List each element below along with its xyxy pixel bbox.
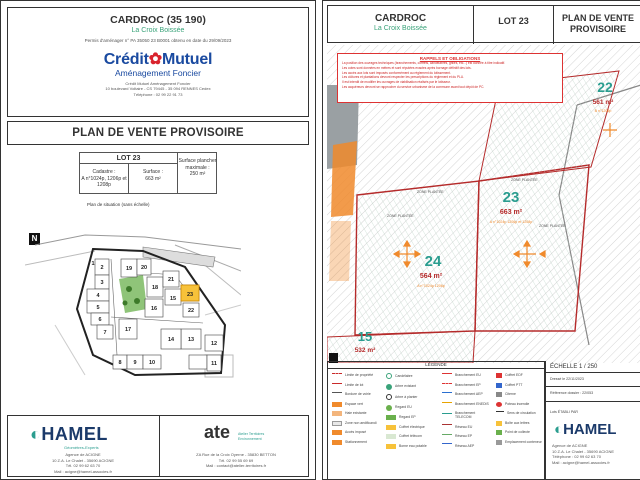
permit-line: Permis d'aménager n° PA 35050 23 B0001 obtenu en date du 29/09/2023: [84, 38, 232, 43]
situation-plan: [25, 205, 241, 391]
ate-subtitle: Atelier Territoires Environnement: [238, 432, 265, 441]
hamel-logo-text: HAMEL: [41, 424, 108, 444]
legend-col-2: [386, 373, 438, 453]
zone-label: ZONE PLANTÉE: [417, 190, 444, 194]
cm-subtitle: Aménagement Foncier: [115, 67, 201, 78]
cm-brand-a: Crédit: [103, 50, 149, 68]
right-hamel-phone: Téléphone : 02 99 62 63 70: [552, 454, 601, 460]
left-footer: [7, 415, 309, 477]
legend-title: LÉGENDE: [327, 361, 545, 369]
sit-lot-label: 5: [96, 305, 100, 311]
credit-mutuel-logo: [8, 49, 308, 78]
sit-lot-label: 10: [148, 360, 156, 366]
north-arrow-icon: N: [29, 233, 40, 245]
ate-phone: Tél. 02 99 55 69 69: [218, 457, 254, 463]
legend-item: Boîte aux lettres: [505, 420, 530, 425]
sit-lot-label: 8: [118, 360, 122, 366]
lot-area-24: 564 m²: [419, 273, 443, 280]
company-address: 10 boulevard Voltaire - CS 79445 - 35 094 RENNES Cedex: [105, 86, 211, 92]
floor-value: 250 m²: [189, 171, 206, 177]
notice-line: Les accès aux lots sont imposés conformément au règlement du lotissement.: [342, 70, 451, 75]
sit-lot-label: 6: [98, 317, 102, 323]
legend-item: Citerne: [505, 392, 516, 397]
legend-item: Réseau AEP: [455, 443, 475, 448]
sit-lot-label: 16: [150, 306, 158, 312]
legend-item: Coffret télécom: [399, 434, 422, 439]
hamel-mark-icon: ◐: [30, 424, 42, 444]
surface-value: 663 m²: [145, 175, 161, 182]
hamel-contact: [28, 452, 138, 474]
lot-area-15: 532 m²: [354, 347, 376, 354]
legend-item: Branchement TELECOM: [455, 411, 476, 420]
ate-logo: [204, 422, 230, 443]
notice-box: [337, 53, 563, 103]
legend: [327, 369, 545, 480]
legend-item: Regard EU: [395, 405, 412, 410]
right-hamel-contact: [552, 443, 638, 465]
legend-item: Zone non aedificandi: [345, 420, 377, 425]
sit-lot-label: 12: [210, 341, 218, 347]
scale-label: ÉCHELLE 1 / 250: [546, 361, 640, 373]
zone-label: ZONE PLANTÉE: [387, 214, 414, 218]
legend-item: Espace vert: [345, 401, 363, 406]
right-lot-title: LOT 23: [474, 6, 554, 44]
right-commune: CARDROC: [374, 13, 427, 24]
hamel-subtitle: Géomètres-Experts: [64, 445, 99, 450]
sit-lot-label: 23: [186, 292, 194, 298]
right-hamel-address: 10 Z.A. Le Chalet - 35690 ACIGNE: [552, 448, 615, 454]
legend-col-1: [332, 373, 382, 449]
lot-title: LOT 23: [80, 153, 178, 164]
company-info: [8, 81, 308, 98]
legend-item: Regard EP: [399, 415, 416, 420]
sit-lot-label: 7: [103, 330, 107, 336]
sit-lot-label: 1: [91, 261, 95, 267]
ate-address: ZA Rue de la Croix Oyerne - 35830 BETTON: [196, 452, 276, 457]
right-title-cell: [328, 6, 474, 44]
company-name: Crédit Mutuel Aménagement Foncier: [125, 80, 191, 86]
zone-label: ZONE PLANTÉE: [511, 178, 538, 182]
notice-title: RAPPELS ET OBLIGATIONS: [419, 56, 481, 61]
legend-item: Limite de lot: [345, 382, 364, 387]
legend-item: Candélabre: [395, 373, 413, 378]
cm-mark-icon: ✿: [148, 50, 162, 68]
legend-item: Branchement EU: [455, 373, 481, 378]
legend-item: Emplacement conteneur: [505, 439, 542, 444]
right-plan-title-line1: PLAN DE VENTE: [561, 13, 634, 23]
hamel-mail: Mail : acigne@hamel-associes.fr: [54, 468, 112, 474]
legend-item: Haie existante: [345, 411, 367, 416]
commune-title: CARDROC (35 190): [110, 14, 206, 26]
sit-lot-label: 18: [151, 285, 159, 291]
sit-lot-label: 3: [100, 280, 104, 286]
lot-number-15: 15: [357, 329, 373, 344]
legend-item: Bordure de voirie: [345, 392, 371, 397]
legend-item: Réseau EU: [455, 424, 473, 429]
lot-number-22: 22: [597, 79, 613, 95]
sit-lot-label: 15: [169, 296, 177, 302]
lot-sub-22: B n°1208p: [594, 109, 612, 113]
legend-item: Sens de circulation: [507, 411, 536, 416]
legend-item: Poteau incendie: [505, 401, 530, 406]
footer-divider: [159, 416, 160, 476]
company-phone: Téléphone : 02 99 22 91 73: [133, 92, 183, 98]
lot-area-23: 663 m²: [499, 209, 523, 216]
cadastre-value: A n°1024p, 1206p et 1208p: [81, 175, 127, 188]
right-plan-title: [554, 6, 640, 44]
right-sheet: [322, 0, 640, 480]
right-lieu-dit: La Croix Boissée: [374, 25, 427, 32]
legend-col-3: [442, 373, 492, 453]
left-header: [7, 7, 309, 117]
right-hamel-mark-icon: ◐: [554, 421, 564, 438]
sit-lot-label: 2: [100, 265, 104, 271]
legend-item: Coffret PTT: [505, 382, 523, 387]
prepared-label: Lots ÉTABLI PAR: [550, 409, 579, 414]
surface-label: Surface :: [142, 169, 163, 175]
legend-item: Arbre à planter: [395, 394, 418, 399]
lieu-dit: La Croix Boissée: [131, 27, 185, 34]
lot-number-24: 24: [424, 253, 442, 270]
legend-item: Coffret EDF: [505, 373, 523, 378]
cadastre-cell: [80, 164, 129, 194]
lot-summary-table: [79, 152, 217, 194]
scale-block: [545, 361, 640, 480]
notice-line: Les cotes sont données en mètres et sont réputées exactes après bornage définitif des lots.: [342, 65, 472, 70]
hamel-logo: [30, 424, 108, 445]
sit-lot-label: 17: [124, 327, 132, 333]
cadastre-label: Cadastre :: [92, 169, 116, 175]
lot-sub-24: A n°1024p 1206p: [417, 284, 445, 288]
sit-lot-label: 14: [167, 337, 175, 343]
legend-item: Point de collecte: [505, 430, 530, 435]
lot-number-23: 23: [502, 189, 520, 206]
sit-lot-label: 9: [133, 360, 137, 366]
sit-lot-label: 20: [140, 265, 148, 271]
hamel-agency: Agence de ACIGNE: [65, 452, 101, 457]
ref-label: Référence dossier : 22/053: [546, 387, 640, 401]
legend-item: Réseau EP: [455, 434, 473, 439]
situation-label: Plan de situation (sans échelle): [87, 202, 150, 207]
legend-item: Coffret électrique: [399, 424, 425, 429]
plan-title: PLAN DE VENTE PROVISOIRE: [7, 121, 309, 145]
legend-item: Limite de propriété: [345, 373, 374, 378]
ate-logo-text: ate: [204, 422, 231, 442]
right-hamel-logo: [554, 421, 616, 438]
notice-line: Les acquéreurs devront se rapprocher du service urbanisme de la commune avant tout dépôt de PC.: [342, 84, 485, 89]
cm-brand-b: Mutuel: [161, 50, 213, 68]
legend-item: Branchement ENEDIS: [455, 401, 489, 406]
floor-area-cell: [178, 153, 217, 194]
ate-mail: Mail : contact@atelier-territoires.fr: [205, 463, 267, 469]
sit-lot-label: 13: [187, 337, 195, 343]
legend-col-4: [496, 373, 544, 449]
hamel-phone: Tél. 02 99 62 63 70: [65, 463, 101, 469]
legend-item: Accès imposé: [345, 430, 367, 435]
sit-lot-label: 4: [96, 293, 100, 299]
right-header: [327, 5, 640, 43]
floor-label: Surface plancher maximale :: [178, 158, 217, 171]
surface-cell: [129, 164, 178, 194]
legend-item: Borne eau potable: [399, 443, 427, 448]
hamel-address: 10 Z.A. Le Chalet - 35690 ACIGNE: [51, 457, 115, 463]
left-sheet: [0, 0, 316, 480]
right-hamel-mail: Mail : acigne@hamel-associes.fr: [552, 459, 610, 465]
sit-lot-label: 11: [211, 361, 217, 367]
lot-sub-23: A n°1024p 1206p et 1208p: [489, 220, 533, 224]
right-hamel-logo-text: HAMEL: [563, 421, 617, 438]
sit-lot-label: 22: [187, 308, 195, 314]
date-label: Dressé le 22/11/2023: [546, 373, 640, 387]
notice-line: La position des ouvrages techniques (branchements, coffrets, candélabres, grilles, etc...) est donnée à titre indicatif.: [342, 61, 506, 65]
sit-lot-label: 19: [125, 266, 133, 272]
notice-line: Il est interdit de modifier les ouvrages de viabilisation réalisés par le lotisseur.: [342, 80, 451, 85]
right-plan-title-line2: PROVISOIRE: [569, 24, 626, 34]
notice-line: Les clôtures et plantations devront respecter les prescriptions du règlement et du PLU.: [342, 75, 465, 80]
legend-item: Stationnement: [345, 439, 367, 444]
legend-item: Arbre existant: [395, 384, 416, 389]
sit-lot-label: 21: [167, 277, 175, 283]
ate-contact: [176, 452, 296, 469]
zone-label: ZONE PLANTÉE: [539, 224, 566, 228]
right-hamel-agency: Agence de ACIGNE: [552, 443, 588, 448]
legend-item: Branchement EP: [455, 382, 481, 387]
lot-area-22: 561 m²: [592, 99, 614, 106]
legend-item: Branchement AEP: [455, 392, 483, 397]
